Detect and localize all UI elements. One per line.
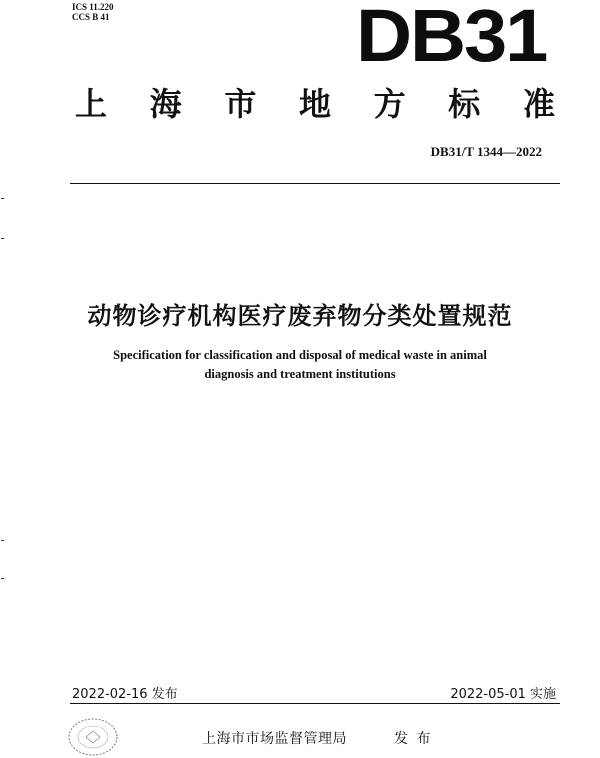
agency-char: 上 bbox=[75, 85, 108, 123]
title-en-line-1: Specification for classification and disposal of medical waste in animal bbox=[113, 348, 487, 362]
official-seal-icon bbox=[64, 713, 122, 757]
ics-code: ICS 11.220 bbox=[72, 2, 114, 12]
issuing-authority: 上海市市场监督管理局 bbox=[202, 731, 347, 747]
implement-date: 2022-05-01 实施 bbox=[450, 687, 556, 702]
agency-char: 市 bbox=[224, 85, 257, 123]
ccs-code: CCS B 41 bbox=[72, 12, 110, 22]
agency-char: 地 bbox=[298, 85, 331, 123]
agency-char: 海 bbox=[149, 85, 182, 123]
margin-mark bbox=[1, 238, 4, 239]
agency-title bbox=[75, 84, 555, 124]
document-title-en bbox=[60, 346, 540, 384]
classification-codes bbox=[72, 2, 114, 22]
margin-mark bbox=[1, 198, 4, 199]
agency-char: 方 bbox=[373, 85, 406, 123]
margin-mark bbox=[1, 578, 4, 579]
document-title-zh: 动物诊疗机构医疗废弃物分类处置规范 bbox=[87, 302, 513, 330]
margin-mark bbox=[1, 540, 4, 541]
footer-divider bbox=[70, 703, 560, 704]
agency-char: 准 bbox=[522, 85, 555, 123]
agency-char: 标 bbox=[448, 85, 481, 123]
db31-logo: DB31 bbox=[356, 0, 547, 77]
header-divider bbox=[70, 183, 560, 184]
title-en-line-2: diagnosis and treatment institutions bbox=[204, 367, 396, 381]
publish-date: 2022-02-16 发布 bbox=[72, 687, 178, 702]
standard-number: DB31/T 1344—2022 bbox=[430, 144, 542, 159]
issued-label: 发 布 bbox=[394, 731, 433, 747]
